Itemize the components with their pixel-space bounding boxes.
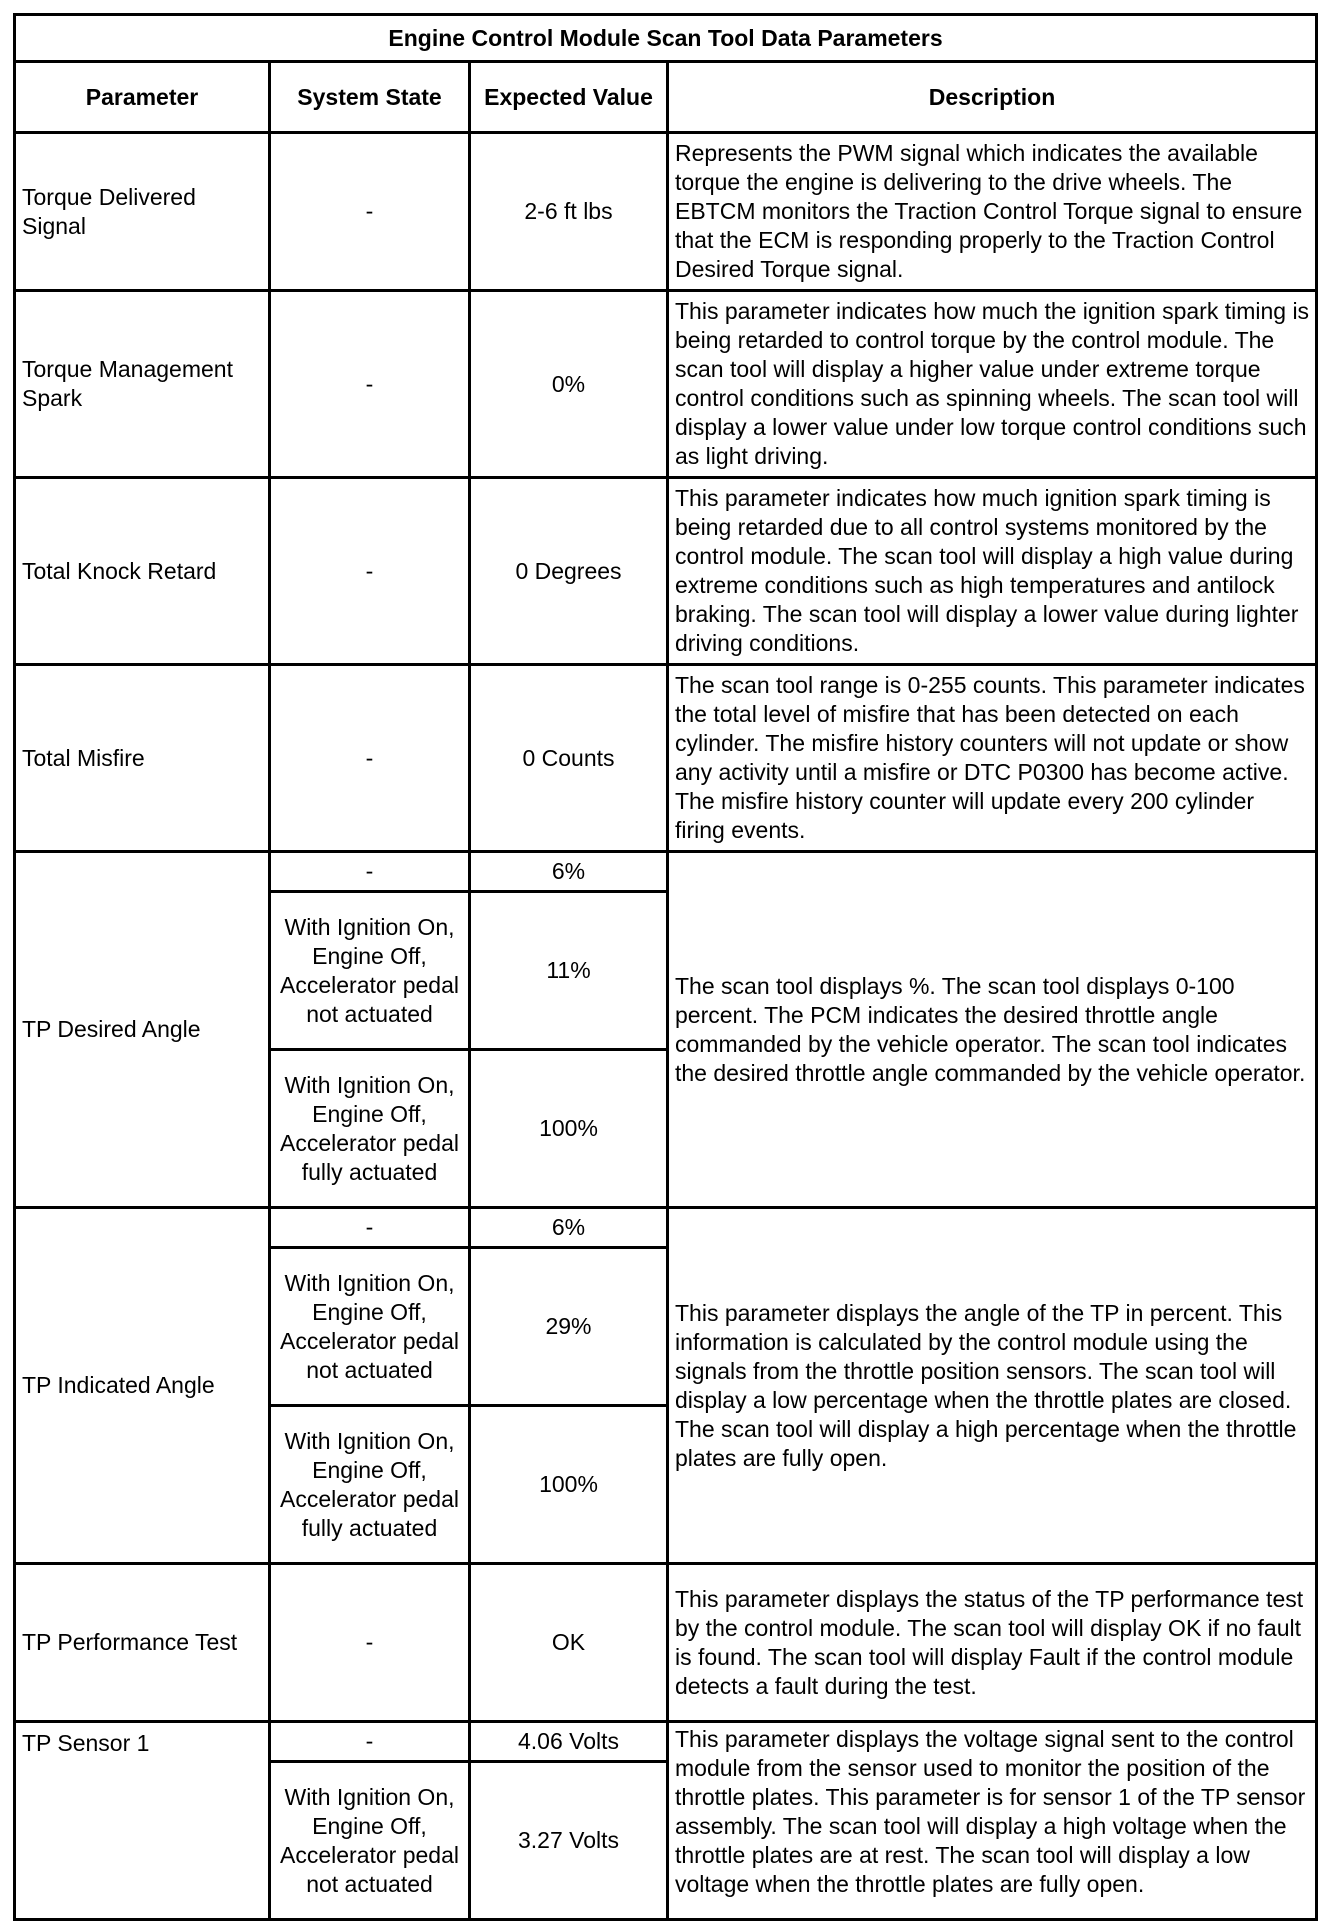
description-cell: This parameter displays the angle of the TP in percent. This information is calculated by the control module using the signals from the throttle position sensors. The scan tool will display a low percentage when the throttle plates are closed. The scan tool will display a high percentage when the throttle plates are fully open. xyxy=(668,1208,1317,1564)
state-cell: With Ignition On, Engine Off, Accelerator pedal not actuated xyxy=(270,892,470,1050)
description-cell: This parameter indicates how much the ignition spark timing is being retarded to control torque by the control module. The scan tool will display a higher value under extreme torque control conditions such as spinning wheels. The scan tool will display a lower value under low torque control conditions such as light driving. xyxy=(668,291,1317,478)
header-description: Description xyxy=(668,62,1317,133)
header-expected-value: Expected Value xyxy=(470,62,668,133)
table-row xyxy=(15,852,1317,892)
param-total-knock-retard: Total Knock Retard xyxy=(15,478,270,665)
state-cell: With Ignition On, Engine Off, Accelerator pedal fully actuated xyxy=(270,1050,470,1208)
value-cell: OK xyxy=(470,1564,668,1722)
value-cell: 3.27 Volts xyxy=(470,1762,668,1920)
header-system-state: System State xyxy=(270,62,470,133)
param-torque-management-spark: Torque Management Spark xyxy=(15,291,270,478)
param-tp-desired-angle: TP Desired Angle xyxy=(15,852,270,1208)
table-row xyxy=(15,665,1317,852)
state-cell: - xyxy=(270,291,470,478)
value-cell: 4.06 Volts xyxy=(470,1722,668,1762)
scan-tool-data-table xyxy=(13,13,1318,1921)
param-total-misfire: Total Misfire xyxy=(15,665,270,852)
table-title: Engine Control Module Scan Tool Data Parameters xyxy=(15,15,1317,62)
table-row xyxy=(15,1208,1317,1248)
value-cell: 29% xyxy=(470,1248,668,1406)
state-cell: - xyxy=(270,1564,470,1722)
param-tp-performance-test: TP Performance Test xyxy=(15,1564,270,1722)
value-cell: 0% xyxy=(470,291,668,478)
state-cell: With Ignition On, Engine Off, Accelerator pedal not actuated xyxy=(270,1248,470,1406)
description-cell: This parameter displays the status of the TP performance test by the control module. The scan tool will display OK if no fault is found. The scan tool will display Fault if the control module detects a fault during the test. xyxy=(668,1564,1317,1722)
state-cell: - xyxy=(270,852,470,892)
state-cell: With Ignition On, Engine Off, Accelerator pedal fully actuated xyxy=(270,1406,470,1564)
description-text-clipped: This parameter displays the voltage signal sent to the control module from the sensor used to monitor the position of the throttle plates. This parameter is for sensor 1 of the TP sensor assembly. The scan tool will display a high voltage when the throttle plates are at rest. The scan tool will display a low voltage when the throttle plates are fully open. xyxy=(675,1726,1306,1897)
description-cell xyxy=(668,1722,1317,1920)
value-cell: 6% xyxy=(470,1208,668,1248)
table-row xyxy=(15,291,1317,478)
value-cell: 100% xyxy=(470,1050,668,1208)
table-row xyxy=(15,1564,1317,1722)
state-cell: - xyxy=(270,478,470,665)
description-cell: Represents the PWM signal which indicates the available torque the engine is delivering to the drive wheels. The EBTCM monitors the Traction Control Torque signal to ensure that the ECM is responding properly to the Traction Control Desired Torque signal. xyxy=(668,133,1317,291)
description-cell: The scan tool displays %. The scan tool displays 0-100 percent. The PCM indicates the desired throttle angle commanded by the vehicle operator. The scan tool indicates the desired throttle angle commanded by the vehicle operator. xyxy=(668,852,1317,1208)
description-cell: This parameter indicates how much ignition spark timing is being retarded due to all control systems monitored by the control module. The scan tool will display a high value during extreme conditions such as high temperatures and antilock braking. The scan tool will display a lower value during lighter driving conditions. xyxy=(668,478,1317,665)
state-cell: - xyxy=(270,1722,470,1762)
value-cell: 6% xyxy=(470,852,668,892)
description-cell: The scan tool range is 0-255 counts. This parameter indicates the total level of misfire that has been detected on each cylinder. The misfire history counters will not update or show any activity until a misfire or DTC P0300 has become active. The misfire history counter will update every 200 cylinder firing events. xyxy=(668,665,1317,852)
value-cell: 0 Degrees xyxy=(470,478,668,665)
table-title-row xyxy=(15,15,1317,62)
state-cell: - xyxy=(270,665,470,852)
column-header-row xyxy=(15,62,1317,133)
table-row xyxy=(15,1722,1317,1762)
state-cell: - xyxy=(270,1208,470,1248)
value-cell: 0 Counts xyxy=(470,665,668,852)
table-row xyxy=(15,478,1317,665)
value-cell: 11% xyxy=(470,892,668,1050)
param-tp-sensor-1: TP Sensor 1 xyxy=(15,1722,270,1920)
state-cell: With Ignition On, Engine Off, Accelerator pedal not actuated xyxy=(270,1762,470,1920)
state-cell: - xyxy=(270,133,470,291)
value-cell: 2-6 ft lbs xyxy=(470,133,668,291)
header-parameter: Parameter xyxy=(15,62,270,133)
param-tp-indicated-angle: TP Indicated Angle xyxy=(15,1208,270,1564)
table-row xyxy=(15,133,1317,291)
param-torque-delivered-signal: Torque Delivered Signal xyxy=(15,133,270,291)
value-cell: 100% xyxy=(470,1406,668,1564)
